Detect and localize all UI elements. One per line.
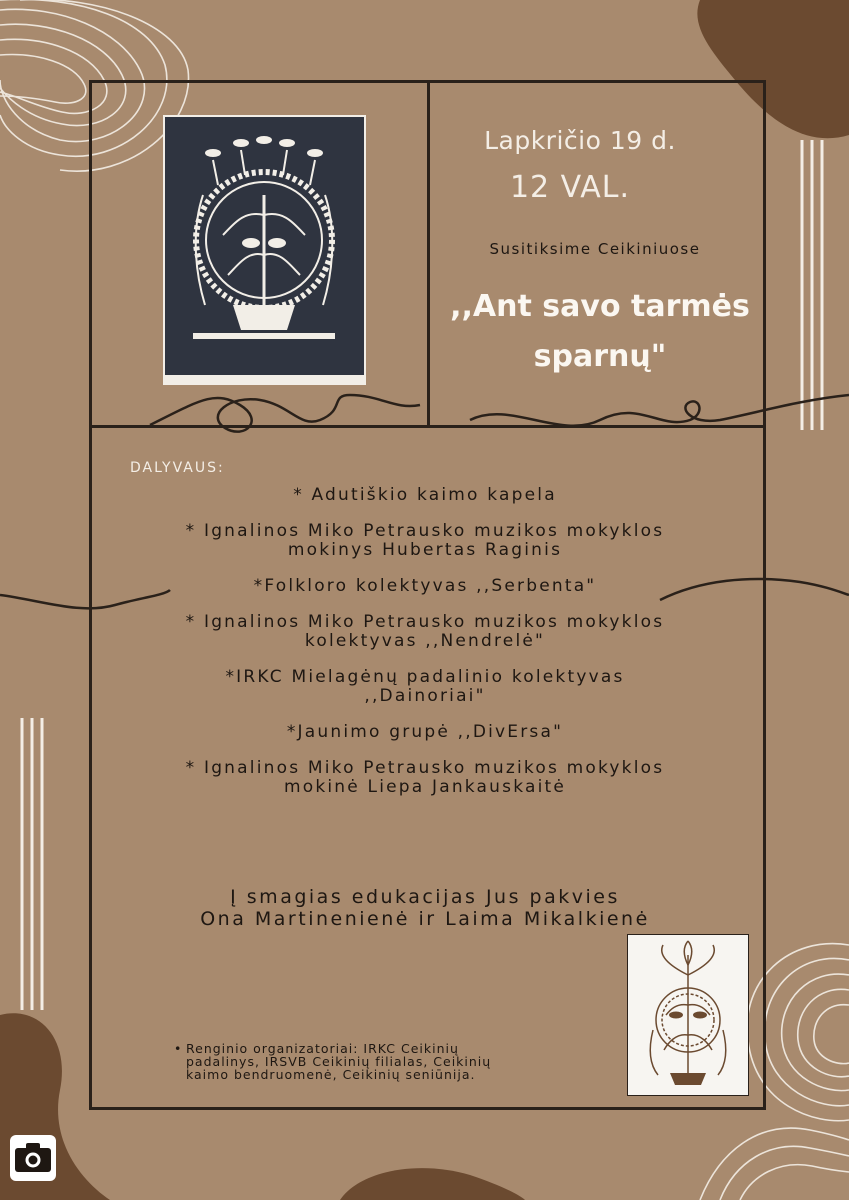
participant-item bbox=[100, 486, 750, 505]
contour-lines-top-left bbox=[0, 0, 189, 171]
participants-label: DALYVAUS: bbox=[130, 460, 225, 476]
blob-top-right bbox=[697, 0, 849, 138]
participant-item bbox=[100, 668, 750, 706]
bullet: • bbox=[174, 1041, 183, 1056]
event-date: Lapkričio 19 d. bbox=[484, 126, 676, 155]
participant-line: ,,Dainoriai" bbox=[364, 686, 486, 706]
participant-item bbox=[100, 613, 750, 651]
camera-glyph bbox=[10, 1135, 56, 1181]
stripes-left bbox=[22, 718, 42, 1010]
papercut-image-tree-birds bbox=[163, 115, 366, 385]
participant-line: mokinys Hubertas Raginis bbox=[287, 540, 563, 560]
papercut-art-small bbox=[628, 935, 748, 1095]
participant-line: mokinė Liepa Jankauskaitė bbox=[283, 777, 567, 797]
participant-line: *Jaunimo grupė ,,DivErsa" bbox=[286, 722, 564, 742]
invite-text bbox=[100, 886, 750, 930]
participant-line: kolektyvas ,,Nendrelė" bbox=[304, 631, 546, 651]
invite-line1: Į smagias edukacijas Jus pakvies bbox=[230, 886, 620, 908]
event-title bbox=[430, 282, 770, 382]
organizers-line3: kaimo bendruomenė, Ceikinių seniūnija. bbox=[186, 1067, 476, 1082]
participant-item bbox=[100, 759, 750, 797]
participant-line: * Ignalinos Miko Petrausko muzikos mokyklos bbox=[185, 612, 665, 632]
papercut-art bbox=[163, 115, 366, 385]
stripes-right bbox=[802, 140, 822, 430]
participant-line: *Folkloro kolektyvas ,,Serbenta" bbox=[253, 576, 597, 596]
papercut-image-tree-small bbox=[627, 934, 749, 1096]
participant-item bbox=[100, 577, 750, 596]
meeting-location: Susitiksime Ceikiniuose bbox=[489, 240, 701, 258]
participant-line: * Ignalinos Miko Petrausko muzikos mokyklos bbox=[185, 521, 665, 541]
frame-left bbox=[89, 80, 92, 1110]
participant-line: * Adutiškio kaimo kapela bbox=[293, 485, 557, 505]
organizers-line1: Renginio organizatoriai: IRKC Ceikinių bbox=[186, 1041, 459, 1056]
camera-icon[interactable] bbox=[10, 1135, 56, 1181]
event-title-line1: ,,Ant savo tarmės bbox=[450, 289, 750, 324]
blob-bottom-center bbox=[340, 1168, 525, 1200]
participants-list bbox=[100, 486, 750, 814]
organizers-note bbox=[174, 1041, 616, 1082]
frame-right bbox=[763, 80, 766, 1110]
participant-line: *IRKC Mielagėnų padalinio kolektyvas bbox=[225, 667, 625, 687]
event-title-line2: sparnų" bbox=[533, 339, 667, 374]
invite-line2: Ona Martinenienė ir Laima Mikalkienė bbox=[200, 908, 650, 930]
event-time: 12 VAL. bbox=[509, 170, 631, 205]
participant-item bbox=[100, 723, 750, 742]
participant-line: * Ignalinos Miko Petrausko muzikos mokyklos bbox=[185, 758, 665, 778]
frame-bottom bbox=[90, 1107, 765, 1110]
organizers-line2: padalinys, IRSVB Ceikinių filialas, Ceikinių bbox=[186, 1054, 492, 1069]
participant-item bbox=[100, 522, 750, 560]
